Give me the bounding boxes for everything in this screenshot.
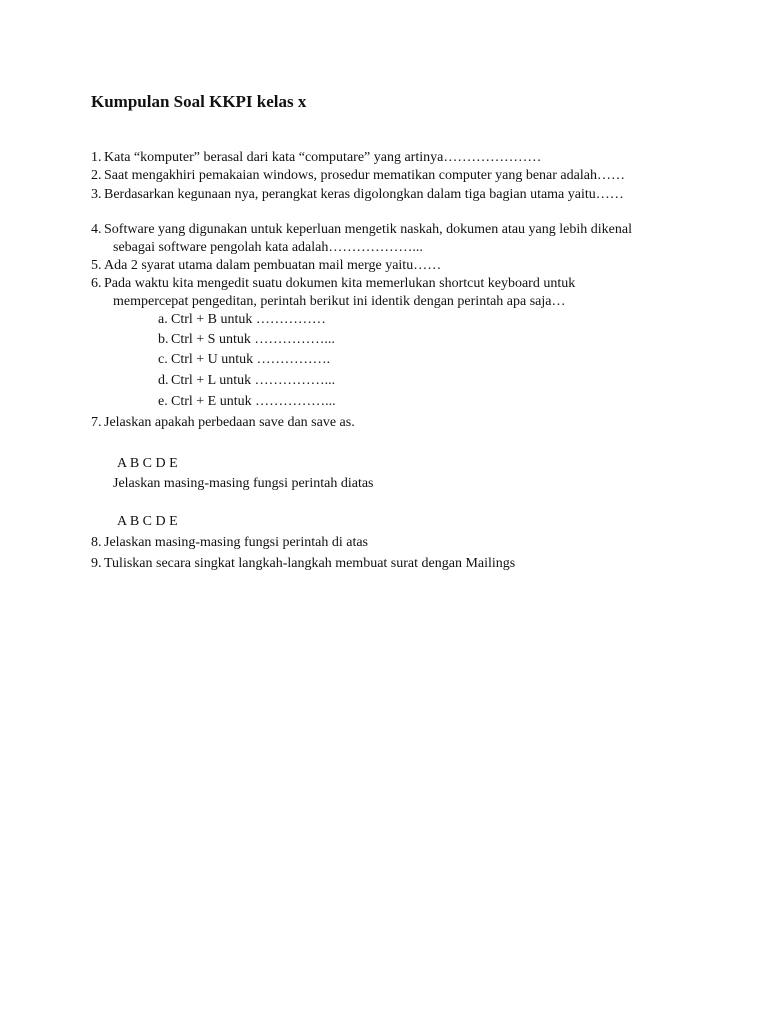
document-title: Kumpulan Soal KKPI kelas x [91,92,307,111]
sub-item-letter: e. [158,394,168,409]
sub-item-letter: c. [158,352,168,367]
sub-item-letter: d. [158,373,169,388]
question-number: 6. [91,276,102,291]
question-2 [91,167,625,185]
question-number: 4. [91,222,102,237]
abc-options-1: A B C D E [117,456,178,471]
question-5 [91,257,441,275]
question-text: Kata “komputer” berasal dari kata “computare” yang artinya………………… [104,150,542,165]
sub-item-b [158,331,335,349]
question-4-continuation: sebagai software pengolah kata adalah………………... [113,240,423,255]
question-6-continuation: mempercepat pengeditan, perintah berikut ini identik dengan perintah apa saja… [113,294,566,309]
question-number: 1. [91,150,102,165]
question-text: Ada 2 syarat utama dalam pembuatan mail merge yaitu…… [104,258,442,273]
question-number: 9. [91,556,102,571]
question-text: Saat mengakhiri pemakaian windows, prosedur mematikan computer yang benar adalah…… [104,168,625,183]
sub-item-c [158,351,330,369]
sub-item-text: Ctrl + L untuk ……………... [171,373,336,388]
question-number: 5. [91,258,102,273]
question-4 [91,221,632,239]
abc-options-2: A B C D E [117,514,178,529]
question-number: 8. [91,535,102,550]
question-text: Tuliskan secara singkat langkah-langkah membuat surat dengan Mailings [104,556,516,571]
question-number: 3. [91,187,102,202]
question-text: Berdasarkan kegunaan nya, perangkat keras digolongkan dalam tiga bagian utama yaitu…… [104,187,624,202]
question-8 [91,534,368,552]
sub-item-e [158,393,336,411]
question-text: Jelaskan apakah perbedaan save dan save as. [104,415,355,430]
sub-item-text: Ctrl + S untuk ……………... [171,332,335,347]
question-number: 2. [91,168,102,183]
question-text: Jelaskan masing-masing fungsi perintah di atas [104,535,368,550]
question-1 [91,149,541,167]
sub-item-text: Ctrl + B untuk …………… [171,312,326,327]
question-text: Pada waktu kita mengedit suatu dokumen kita memerlukan shortcut keyboard untuk [104,276,576,291]
sub-item-letter: a. [158,312,168,327]
sub-item-a [158,311,326,329]
question-9 [91,555,515,573]
question-3 [91,186,624,204]
question-6 [91,275,575,293]
sub-item-text: Ctrl + E untuk ……………... [171,394,336,409]
question-7 [91,414,355,432]
question-number: 7. [91,415,102,430]
sub-item-text: Ctrl + U untuk ……………. [171,352,331,367]
question-text: Software yang digunakan untuk keperluan mengetik naskah, dokumen atau yang lebih dikenal [104,222,632,237]
explain-instruction: Jelaskan masing-masing fungsi perintah diatas [113,476,374,491]
sub-item-d [158,372,335,390]
sub-item-letter: b. [158,332,169,347]
